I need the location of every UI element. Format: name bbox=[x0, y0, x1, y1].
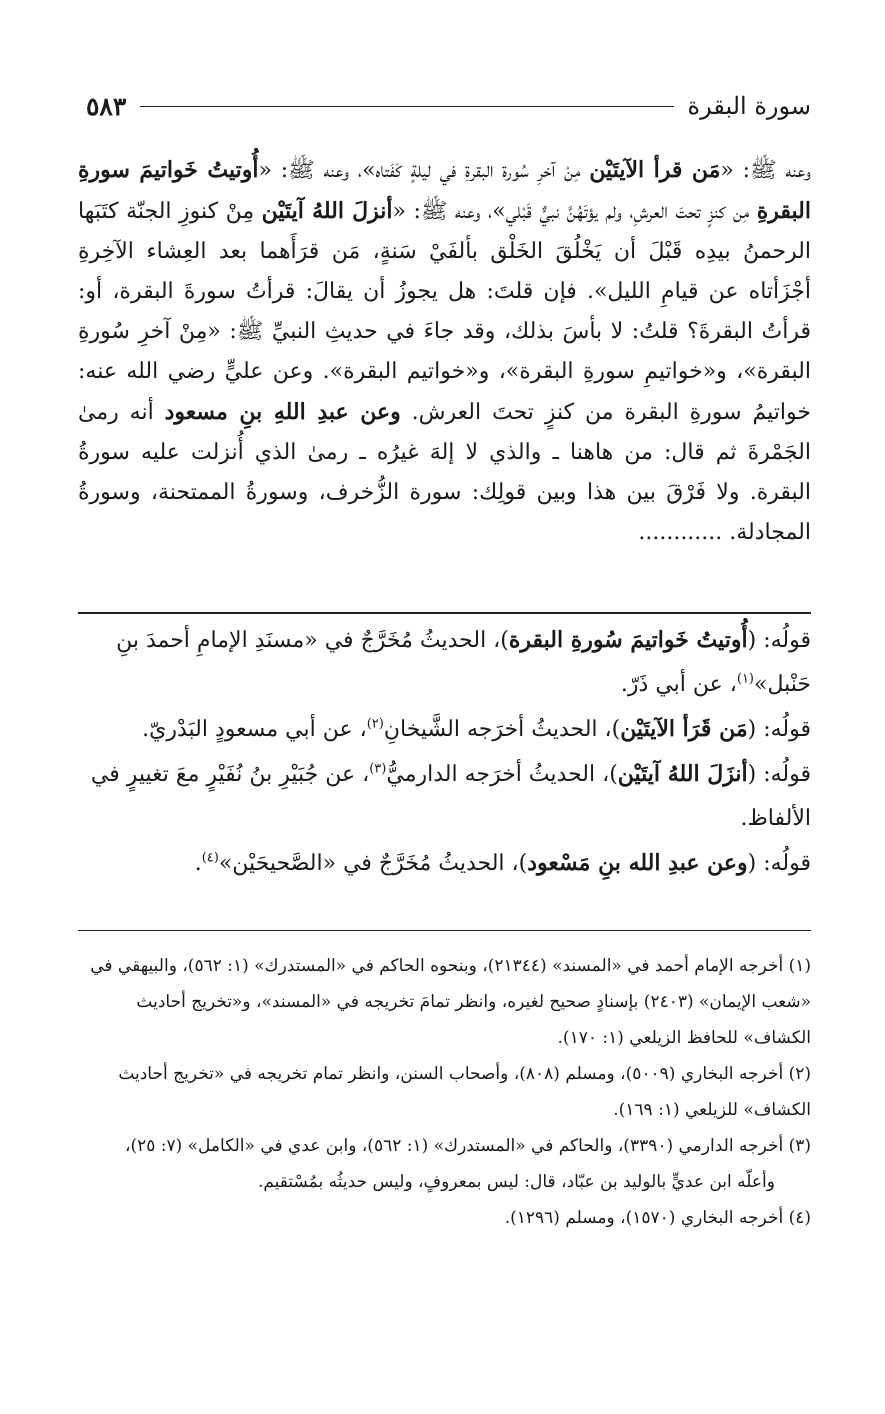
footnote-ref[interactable]: (١) bbox=[736, 671, 754, 687]
commentary-prefix: قولُه: ( bbox=[747, 628, 811, 653]
footnote-2: (٢) أخرجه البخاري (٥٠٠٩)، ومسلم (٨٠٨)، وأصحاب السنن، وانظر تمام تخريجه في «تخريج أحاديث الكشاف» للزيلعي (١: ١٦٩). bbox=[118, 1064, 811, 1120]
footnote-3-continuation: وأعلّه ابن عديٍّ بالوليد بن عبّاد، قال: ليس بمعروفٍ، وليس حديثُه بمُسْتقيم. bbox=[257, 1172, 775, 1192]
text-segment: أنه رمىٰ الجَمْرةَ ثم قال: من هاهنا ـ والذي لا إلهَ غيرُه ـ رمىٰ الذي أُنزلت عليه سورةُ البقرة. ولا فَرْقَ بين هذا وبين قولِك: سورة الزُّخرف، وسورةُ الممتحنة، وسورةُ المجادلة. ............ bbox=[78, 400, 811, 545]
commentary-text: ، عن أبي مسعودٍ البَدْريّ. bbox=[142, 717, 367, 742]
commentary-lemma: وعن عبدِ الله بنِ مَسْعود bbox=[527, 850, 748, 876]
commentary-text: )، الحديثُ أخرَجه الدارميُّ bbox=[386, 762, 618, 787]
commentary-prefix: قولُه: ( bbox=[747, 851, 811, 876]
page-header bbox=[86, 86, 811, 126]
page-number: ٥٨٣ bbox=[86, 91, 127, 121]
text-segment: وعنه ﷺ: « bbox=[720, 158, 811, 183]
text-segment: مِنْ كنوزِ الجنّة كتَبَها الرحمنُ بيدِه قَبْلَ أن يَخْلُقَ الخَلْق بألفَيْ سَنةٍ، مَن قرَأَهما بعد العِشاء الآخِرةِ أجْزَأتاه عن قيامِ الليل». فإن قلتَ: هل يجوزُ أن يقالَ: قرأتُ سورةَ البقرة، أو: قرأتُ البقرةَ؟ قلتُ: لا بأسَ بذلك، وقد جاءَ في حديثِ النبيِّ ﷺ: «مِنْ آخرِ سُورةِ البقرة»، و«خواتيمِ سورةِ البقرة»، و«خواتيم البقرة». وعن عليٍّ رضي الله عنه: خواتيمُ سورةِ البقرة من كنزٍ تحتَ العرش. bbox=[78, 199, 811, 425]
commentary-text: )، الحديثُ أخرَجه الشَّيخانِ bbox=[383, 717, 621, 742]
footnote-ref[interactable]: (٤) bbox=[201, 850, 219, 866]
footnotes-separator bbox=[78, 930, 811, 931]
running-title: سورة البقرة bbox=[687, 92, 811, 120]
commentary-entry bbox=[78, 618, 811, 707]
hadith-phrase-bold: مَن قرأ الآيتَيْن bbox=[589, 157, 721, 183]
footnote-3: (٣) أخرجه الدارمي (٣٣٩٠)، والحاكم في «المستدرك» (١: ٥٦٢)، وابن عدي في «الكامل» (٧: ٢٥)، bbox=[124, 1136, 811, 1156]
commentary-text: )، الحديثُ مُخَرَّجٌ في «الصَّحيحَيْن» bbox=[218, 851, 528, 876]
footnote-ref[interactable]: (٢) bbox=[366, 716, 384, 732]
commentary-entry bbox=[78, 752, 811, 841]
commentary-entry bbox=[78, 707, 811, 752]
commentary-text: . bbox=[194, 851, 202, 876]
commentary-entry bbox=[78, 841, 811, 886]
text-segment: مِنْ آخرِ سُورة البقرةِ في ليلةٍ كَفَتاه»، وعنه ﷺ: « bbox=[258, 158, 590, 183]
commentary-separator bbox=[78, 612, 811, 614]
commentary-section bbox=[78, 618, 811, 886]
header-rule bbox=[140, 106, 673, 107]
footnote-1: (١) أخرجه الإمام أحمد في «المسند» (٢١٣٤٤)، وبنحوه الحاكم في «المستدرك» (١: ٥٦٢)، والبيهقي في «شعب الإيمان» (٢٤٠٣) بإسنادٍ صحيح لغيره، وانظر تمامَ تخريجه في «المسند»، و«تخريج أحاديث الكشاف» للحافظ الزيلعي (١: ١٧٠). bbox=[90, 956, 811, 1048]
commentary-text: ، عن أبي ذَرّ. bbox=[620, 672, 737, 697]
main-text bbox=[78, 150, 811, 553]
commentary-text: ، عن جُبَيْرِ بنُ نُفَيْرٍ معَ تغييرٍ في الألفاظ. bbox=[90, 762, 811, 831]
commentary-lemma: أنزَلَ اللهُ آيتَيْن bbox=[617, 761, 748, 787]
commentary-prefix: قولُه: ( bbox=[747, 717, 811, 742]
hadith-phrase-bold: أنزلَ اللهُ آيتَيْن bbox=[261, 198, 393, 224]
footnote-4: (٤) أخرجه البخاري (١٥٧٠)، ومسلم (١٢٩٦). bbox=[504, 1208, 811, 1228]
hadith-phrase-bold: أُوتيتُ خَواتيمَ سورةِ البقرةِ bbox=[78, 157, 811, 224]
commentary-text: )، الحديثُ مُخَرَّجٌ في «مسنَدِ الإمامِ أحمدَ بنِ حَنْبل» bbox=[116, 628, 811, 697]
commentary-lemma: مَن قَرَأ الآيتَيْن bbox=[620, 716, 748, 742]
commentary-prefix: قولُه: ( bbox=[747, 762, 811, 787]
commentary-lemma: أُوتيتُ خَواتيمَ سُورةِ البقرة bbox=[508, 627, 748, 653]
text-segment: مِن كنزٍ تحتَ العرشِ، ولم يؤتَهُنَّ نبيٌّ قَبْلي»، وعنه ﷺ: « bbox=[392, 199, 757, 224]
narrator-name-bold: وعن عبدِ اللهِ بنِ مسعود bbox=[164, 399, 401, 425]
footnote-ref[interactable]: (٣) bbox=[369, 761, 387, 777]
footnotes-section bbox=[78, 948, 811, 1236]
main-paragraph bbox=[78, 150, 811, 553]
